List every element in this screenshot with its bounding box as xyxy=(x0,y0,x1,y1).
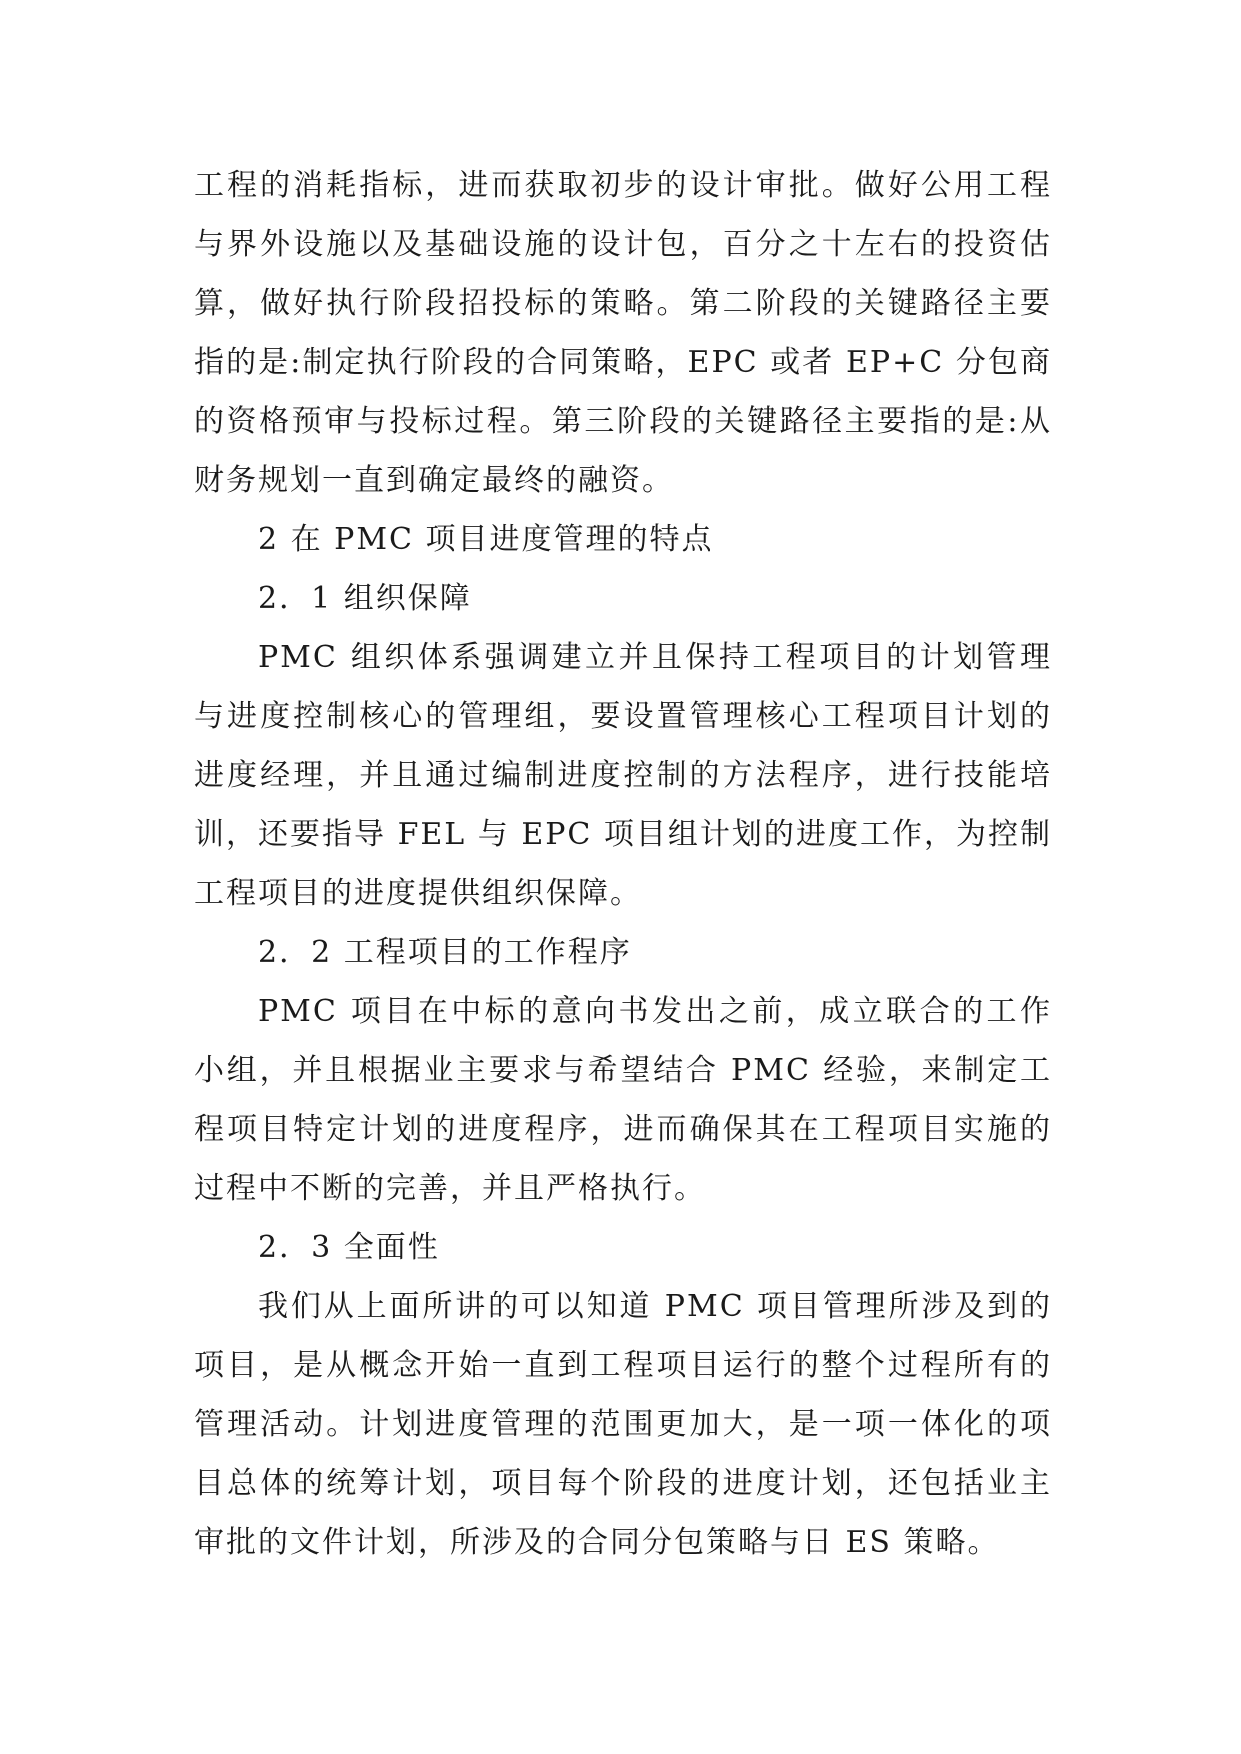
subsection-heading-2-3: 2．3 全面性 xyxy=(258,1230,440,1265)
paragraph-2-2: PMC 项目在中标的意向书发出之前，成立联合的工作小组，并且根据业主要求与希望结合 PMC 经验，来制定工程项目特定计划的进度程序，进而确保其在工程项目实施的过程中不断的完善，并且严格执行。 xyxy=(194,994,1052,1206)
paragraph-2-3: 我们从上面所讲的可以知道 PMC 项目管理所涉及到的项目，是从概念开始一直到工程项目运行的整个过程所有的管理活动。计划进度管理的范围更加大，是一项一体化的项目总体的统筹计划，项目每个阶段的进度计划，还包括业主审批的文件计划，所涉及的合同分包策略与日 ES 策略。 xyxy=(194,1289,1052,1560)
section-heading-2: 2 在 PMC 项目进度管理的特点 xyxy=(258,522,714,557)
document-body xyxy=(194,156,1052,1572)
paragraph-2-1: PMC 组织体系强调建立并且保持工程项目的计划管理与进度控制核心的管理组，要设置管理核心工程项目计划的进度经理，并且通过编制进度控制的方法程序，进行技能培训，还要指导 FEL 与 EPC 项目组计划的进度工作，为控制工程项目的进度提供组织保障。 xyxy=(194,640,1052,911)
subsection-heading-2-1: 2．1 组织保障 xyxy=(258,581,472,616)
subsection-heading-2-2: 2．2 工程项目的工作程序 xyxy=(258,935,632,970)
paragraph-intro: 工程的消耗指标，进而获取初步的设计审批。做好公用工程与界外设施以及基础设施的设计包，百分之十左右的投资估算，做好执行阶段招投标的策略。第二阶段的关键路径主要指的是:制定执行阶段的合同策略，EPC 或者 EP+C 分包商的资格预审与投标过程。第三阶段的关键路径主要指的是:从财务规划一直到确定最终的融资。 xyxy=(194,168,1052,498)
